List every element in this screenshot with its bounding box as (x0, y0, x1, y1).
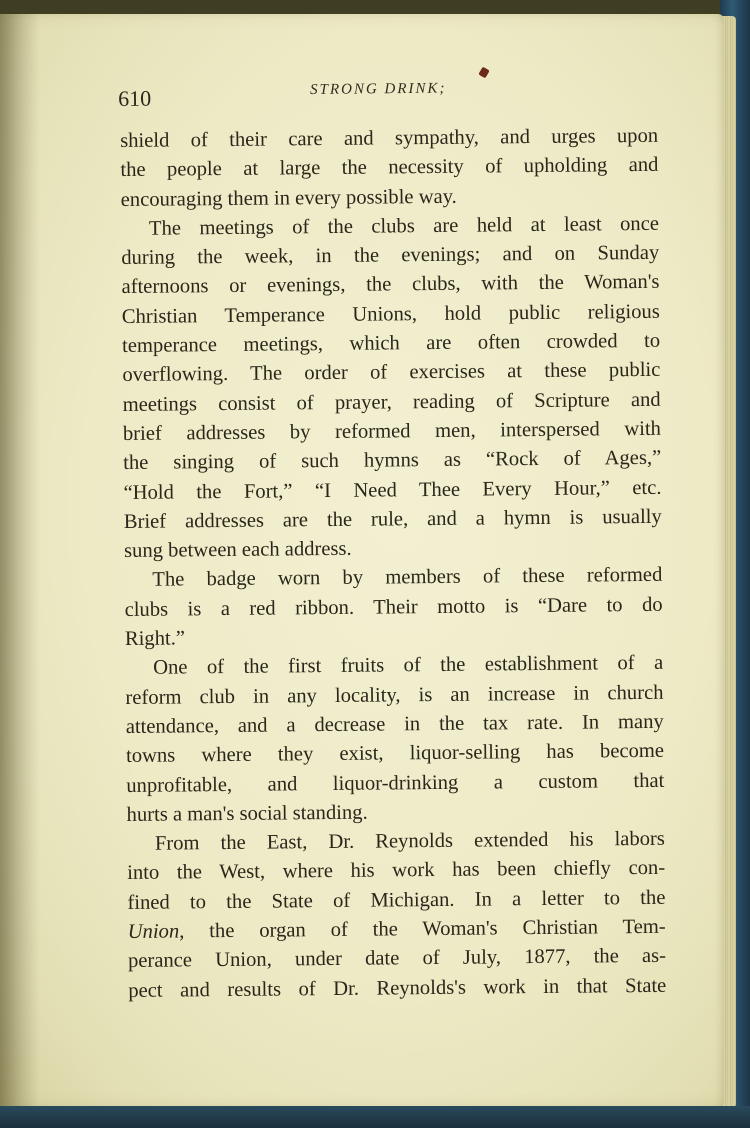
spine-shadow (0, 14, 40, 1108)
text-line: Christian Temperance Unions, hold public religious (121, 300, 660, 328)
running-head: STRONG DRINK; (310, 80, 447, 98)
text-line: brief addresses by reformed men, interspersed with (122, 417, 662, 445)
text-fragment: , the organ of the Woman's Christian Tem- (179, 915, 666, 943)
italic-word: Union (127, 920, 180, 943)
body-text (120, 122, 666, 1006)
text-line: hurts a man's social standing. (126, 801, 368, 826)
text-line: the people at large the necessity of upholding and (120, 154, 659, 182)
text-line: Right.” (124, 627, 186, 651)
text-line: pect and results of Dr. Reynolds's work in that State (128, 974, 667, 1002)
text-line: attendance, and a decrease in the tax rate. In many (125, 710, 664, 738)
text-line: afternoons or evenings, the clubs, with the Woman's (121, 271, 660, 299)
text-line: reform club in any locality, is an increase in church (125, 681, 664, 709)
text-line: shield of their care and sympathy, and urges upon (120, 124, 659, 152)
text-line: sung between each address. (123, 537, 352, 563)
text-line: One of the first fruits of the establishment of a (153, 652, 664, 680)
text-line: towns where they exist, liquor-selling has become (125, 740, 665, 768)
text-line: The meetings of the clubs are held at least once (148, 212, 660, 240)
text-line: temperance meetings, which are often crowded to (121, 329, 661, 358)
text-line: From the East, Dr. Reynolds extended his labors (154, 827, 665, 855)
text-line: unprofitable, and liquor-drinking a custom that (126, 769, 665, 797)
text-line: during the week, in the evenings; and on Sunday (121, 242, 660, 270)
text-line: The badge worn by members of these reformed (152, 564, 663, 592)
page-header (118, 76, 663, 118)
text-line: clubs is a red ribbon. Their motto is “Dare to do (124, 593, 663, 621)
text-line: meetings consist of prayer, reading of Scripture and (122, 388, 661, 416)
text-line: the singing of such hymns as “Rock of Ages,” (123, 447, 662, 475)
page-number: 610 (118, 85, 152, 111)
text-line: perance Union, under date of July, 1877, the as- (127, 945, 667, 973)
text-line: fined to the State of Michigan. In a letter to the (127, 886, 666, 914)
text-line: Brief addresses are the rule, and a hymn is usually (123, 505, 662, 533)
text-line: encouraging them in every possible way. (120, 185, 457, 211)
text-line: overflowing. The order of exercises at these public (122, 359, 661, 387)
text-line: “Hold the Fort,” “I Need Thee Every Hour,” etc. (123, 476, 662, 504)
book-cover-bottom (0, 1106, 750, 1128)
text-line: into the West, where his work has been chiefly con- (127, 857, 666, 885)
